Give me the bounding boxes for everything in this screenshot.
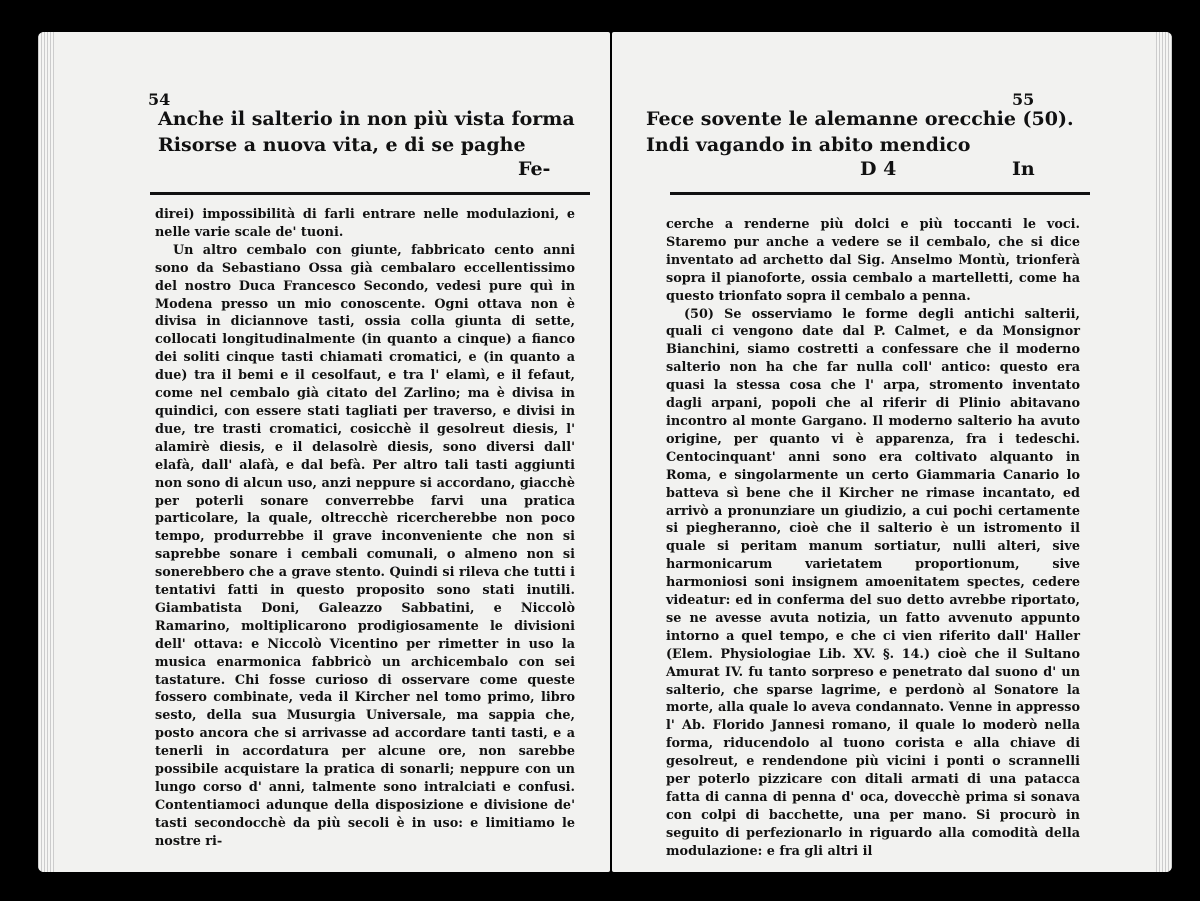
page-edge	[38, 32, 54, 872]
page-number: 55	[1012, 90, 1035, 109]
verse-line: Fece sovente le alemanne orecchie (50).	[646, 108, 1074, 130]
paragraph: (50) Se osserviamo le forme degli antichi salterii, quali ci vengono date dal P. Calmet, e da Monsignor Bianchini, siamo costretti a confessare che il moderno salterio non ha che far nulla coll' antico: questo era quasi la stessa cosa che l' arpa, stromento inventato dagli arpani, popoli che al riferir di Plinio abitavano incontro al monte Gargano. Il moderno salterio ha avuto origine, per quanto vi è apparenza, fra i tedeschi. Centocinquant' anni sono era coltivato alquanto in Roma, e singolarmente un certo Giammaria Canario lo batteva sì bene che il Kircher ne rimase incantato, ed arrivò a pronunziare un giudizio, a cui pochi certamente si piegheranno, cioè che il salterio è un istromento il quale si peritam manum sortiatur, nulli alteri, sive harmonicarum varietatem proportionum, sive harmoniosi soni insignem amoenitatem spectes, cedere videatur: ed in conferma del suo detto avrebbe riportato, se ne avesse avuta notizia, un fatto avvenuto appunto intorno a quel tempo, e che ci vien riferito dall' Haller (Elem. Physiologiae Lib. XV. §. 14.) cioè che il Sultano Amurat IV. fu tanto sorpreso e penetrato dal suono d' un salterio, che sparse lagrime, e perdonò al Sonatore la morte, alla quale lo aveva condannato. Venne in appresso l' Ab. Florido Jannesi romano, il quale lo moderò nella forma, riducendolo al tuono corista e alla chiave di gesolreut, e rendendone più vicini i ponti o scrannelli per poterlo pizzicare con ditali armati di una patacca fatta di canna di penna d' oca, dovecchè prima si sonava con colpi di bacchette, una per mano. Si procurò in seguito di perfezionarlo in riguardo alla comodità della modulazione: e fra gli altri il	[666, 306, 1080, 859]
paragraph: direi) impossibilità di farli entrare nelle modulazioni, e nelle varie scale de' tuoni.	[155, 207, 575, 240]
paragraph: Un altro cembalo con giunte, fabbricato cento anni sono da Sebastiano Ossa già cembalaro eccellentissimo del nostro Duca Francesco Secondo, vedesi pure quì in Modena presso un mio conoscente. Ogni ottava non è divisa in diciannove tasti, ossia colla giunta di sette, collocati longitudinalmente (in quanto a cinque) a fianco dei soliti cinque tasti chiamati cromatici, e (in quanto a due) tra il bemi e il cesolfaut, e tra l' elamì, e il fefaut, come nel cembalo già citato del Zarlino; ma è divisa in quindici, con essere stati tagliati per traverso, e divisi in due, tre trasti cromatici, cosicchè il gesolreut diesis, l' alamirè diesis, e il delasolrè diesis, sono diversi dall' elafà, dall' alafà, e dal befà. Per altro tali tasti aggiunti non sono di alcun uso, anzi neppure si accordano, giacchè per poterli sonare converrebbe farvi una pratica particolare, la quale, oltrecchè ricercherebbe non poco tempo, produrrebbe il grave inconveniente che non si saprebbe sonare i cembali comunali, o almeno non si sonerebbero che a grave stento. Quindi si rileva che tutti i tentativi fatti in questo proposito sono stati inutili. Giambatista Doni, Galeazzo Sabbatini, e Niccolò Ramarino, moltiplicarono prodigiosamente le divisioni dell' ottava: e Niccolò Vicentino per rimetter in uso la musica enarmonica fabbricò un archicembalo con sei tastature. Chi fosse curioso di osservare come queste fossero combinate, veda il Kircher nel tomo primo, libro sesto, della sua Musurgia Universale, ma sappia che, posto ancora che si arrivasse ad accordare tanti tasti, e a tenerli in accordatura per alcune ore, non sarebbe possibile acquistare la pratica di sonarli; neppure con un lungo corso d' anni, talmente sono intralciati e confusi. Contentiamoci adunque della disposizione e divisione de' tasti secondocchè da più secoli è in uso: e limitiamo le nostre ri-	[155, 242, 575, 849]
catchword: Fe-	[518, 158, 551, 180]
right-page	[612, 32, 1172, 872]
page-number: 54	[148, 90, 171, 109]
page-edge	[1156, 32, 1172, 872]
catchword: In	[1012, 158, 1035, 180]
horizontal-rule	[150, 192, 590, 195]
verse-line: Indi vagando in abito mendico	[646, 134, 971, 156]
footnote-text	[666, 216, 1080, 861]
verse-line: Anche il salterio in non più vista forma	[158, 108, 575, 130]
verse-line: Risorse a nuova vita, e di se paghe	[158, 134, 526, 156]
paragraph: cerche a renderne più dolci e più toccanti le voci. Staremo pur anche a vedere se il cembalo, che si dice inventato ad archetto dal Sig. Anselmo Montù, trionferà sopra il pianoforte, ossia cembalo a martelletti, come ha questo trionfato sopra il cembalo a penna.	[666, 217, 1080, 304]
verse-block	[158, 106, 575, 158]
footnote-text	[155, 206, 575, 851]
horizontal-rule	[670, 192, 1090, 195]
verse-block	[646, 106, 1074, 158]
signature-mark: D 4	[860, 158, 897, 180]
left-page	[38, 32, 610, 872]
